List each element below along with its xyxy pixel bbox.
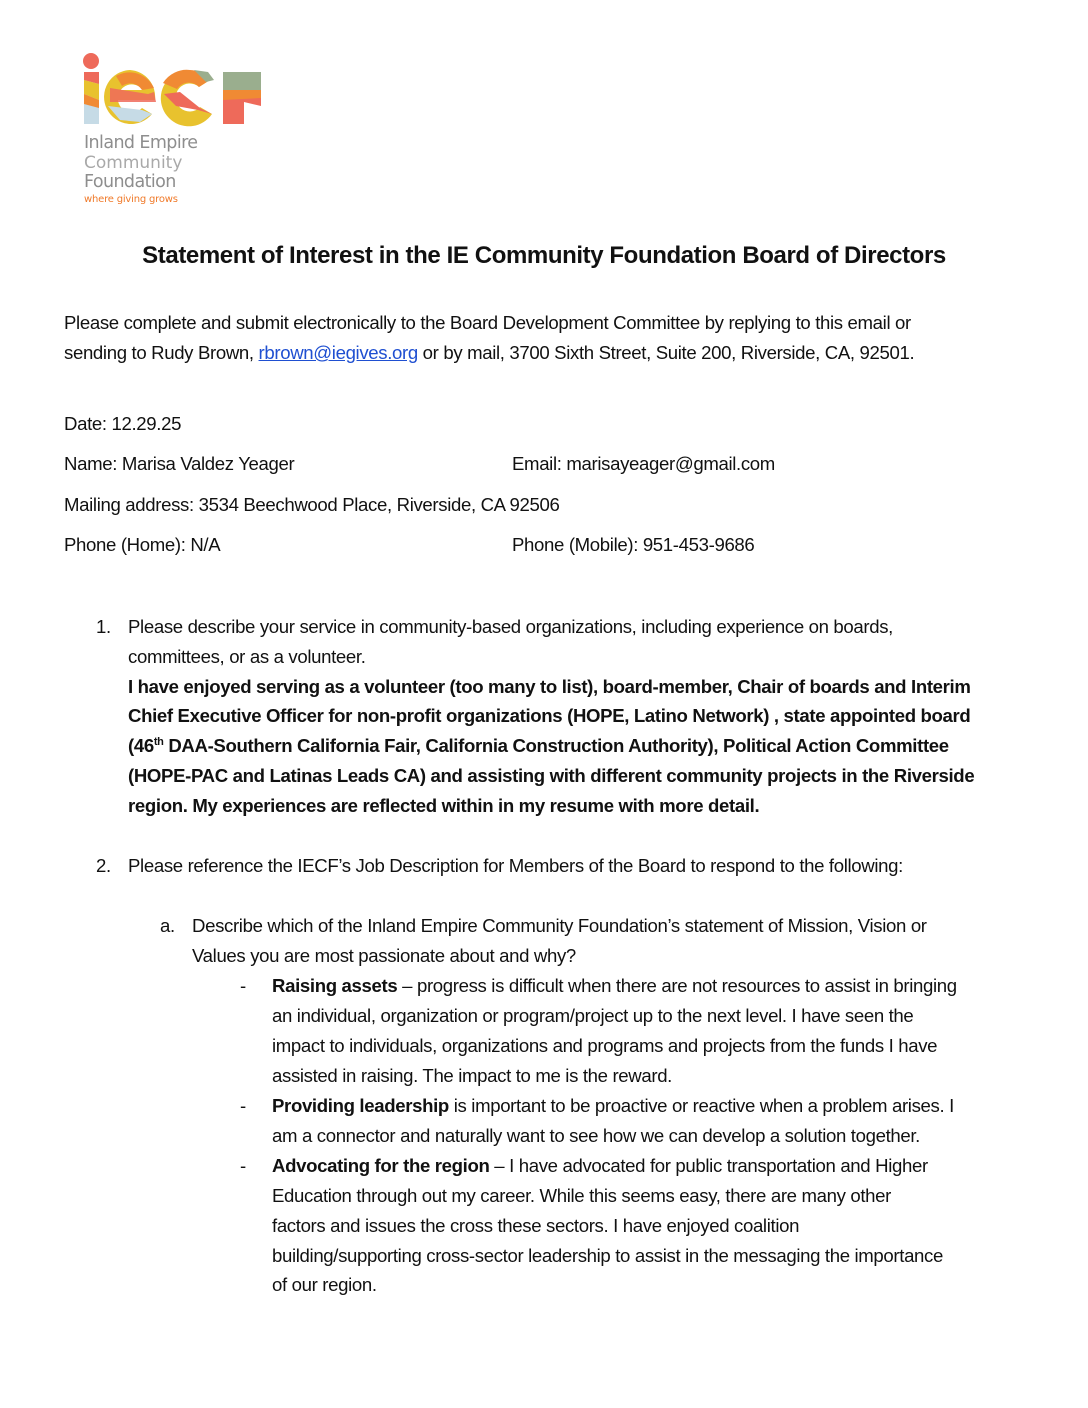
email-link[interactable]: rbrown@iegives.org (258, 342, 418, 363)
question2-number: 2. (96, 855, 111, 876)
question1-prompt-line1: Please describe your service in community-based organizations, including experience on boards, (128, 616, 893, 637)
email-field: Email: marisayeager@gmail.com (512, 453, 775, 474)
document-title: Statement of Interest in the IE Community Foundation Board of Directors (142, 242, 946, 269)
logo-name-line3: Foundation (84, 172, 176, 192)
bullet-line: building/supporting cross-sector leadership to assist in the messaging the importance (272, 1245, 943, 1266)
bullet-advocating-region (272, 1151, 928, 1181)
bullet-raising-assets (272, 971, 957, 1001)
date-field: Date: 12.29.25 (64, 413, 182, 434)
logo-tagline: where giving grows (84, 194, 178, 205)
iecf-logo-mark-icon (80, 50, 270, 135)
bullet-heading: Advocating for the region (272, 1155, 490, 1176)
logo-name-line2: Community (84, 153, 183, 173)
ordinal-superscript: th (153, 735, 164, 748)
mailing-address-field: Mailing address: 3534 Beechwood Place, Riverside, CA 92506 (64, 494, 560, 515)
answer-line3-post: DAA-Southern California Fair, California Construction Authority), Political Action Committee (163, 735, 949, 756)
bullet-text: is important to be proactive or reactive when a problem arises. I (448, 1095, 954, 1116)
bullet-line: am a connector and naturally want to see how we can develop a solution together. (272, 1125, 921, 1146)
question1-answer-line1: I have enjoyed serving as a volunteer (too many to list), board-member, Chair of boards and Interim (128, 676, 971, 697)
answer-line3-pre: (46 (128, 735, 154, 756)
bullet-text: – I have advocated for public transportation and Higher (489, 1155, 928, 1176)
bullet-line: Education through out my career. While this seems easy, there are many other (272, 1185, 891, 1206)
question1-answer-line4: (HOPE-PAC and Latinas Leads CA) and assisting with different community projects in the Riverside (128, 765, 975, 786)
question1-answer-line2: Chief Executive Officer for non-profit organizations (HOPE, Latino Network) , state appointed board (128, 705, 971, 726)
question1-answer-line3 (128, 731, 949, 761)
bullet-line: of our region. (272, 1274, 377, 1295)
bullet-line: an individual, organization or program/project up to the next level. I have seen the (272, 1005, 914, 1026)
bullet-line: assisted in raising. The impact to me is the reward. (272, 1065, 672, 1086)
intro-line2 (64, 338, 914, 368)
bullet-marker: - (240, 1155, 246, 1176)
bullet-providing-leadership (272, 1091, 954, 1121)
question2a-prompt-line1: Describe which of the Inland Empire Community Foundation’s statement of Mission, Vision or (192, 915, 927, 936)
question1-prompt-line2: committees, or as a volunteer. (128, 646, 366, 667)
bullet-heading: Providing leadership (272, 1095, 449, 1116)
bullet-line: factors and issues the cross these sectors. I have enjoyed coalition (272, 1215, 800, 1236)
intro-line2-prefix: sending to Rudy Brown, (64, 342, 259, 363)
bullet-marker: - (240, 1095, 246, 1116)
phone-home-field: Phone (Home): N/A (64, 534, 221, 555)
question2a-letter: a. (160, 915, 175, 936)
logo-name-line1: Inland Empire (84, 133, 198, 153)
name-field: Name: Marisa Valdez Yeager (64, 453, 295, 474)
question2a-prompt-line2: Values you are most passionate about and why? (192, 945, 576, 966)
bullet-marker: - (240, 975, 246, 996)
question1-answer-line5: region. My experiences are reflected within in my resume with more detail. (128, 795, 760, 816)
phone-mobile-field: Phone (Mobile): 951-453-9686 (512, 534, 755, 555)
intro-line1: Please complete and submit electronically to the Board Development Committee by replying to this email or (64, 312, 911, 333)
intro-line2-suffix: or by mail, 3700 Sixth Street, Suite 200, Riverside, CA, 92501. (417, 342, 915, 363)
bullet-heading: Raising assets (272, 975, 398, 996)
bullet-line: impact to individuals, organizations and programs and projects from the funds I have (272, 1035, 938, 1056)
question2-prompt: Please reference the IECF’s Job Description for Members of the Board to respond to the following: (128, 855, 903, 876)
bullet-text: – progress is difficult when there are not resources to assist in bringing (397, 975, 957, 996)
question1-number: 1. (96, 616, 111, 637)
